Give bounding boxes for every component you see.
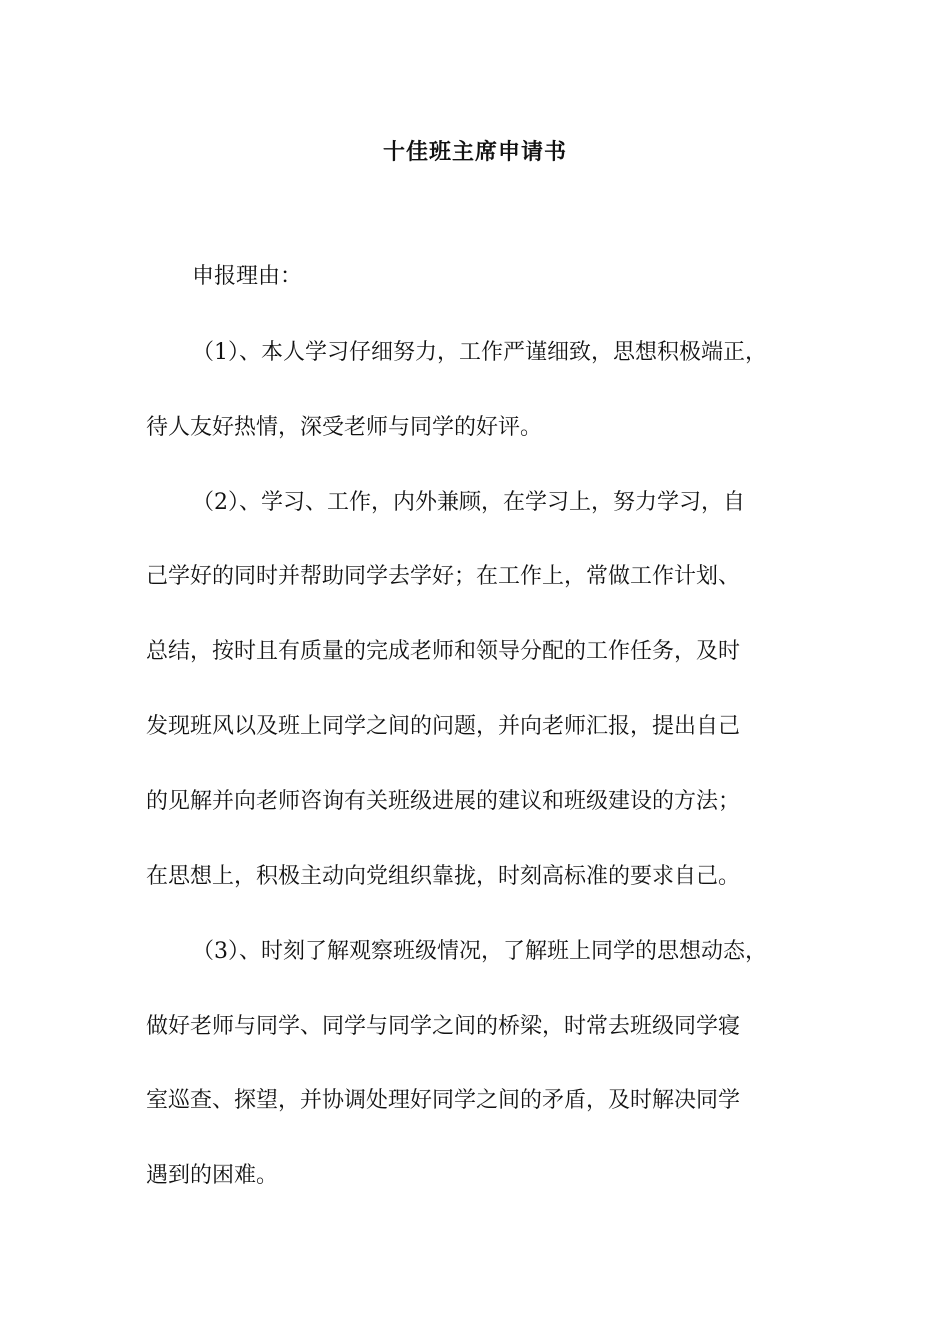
- text-line: （2）、学习、工作，内外兼顾，在学习上，努力学习，自: [192, 490, 745, 515]
- text-line: 己学好的同时并帮助同学去学好；在工作上，常做工作计划、: [146, 564, 741, 589]
- text-line: 总结，按时且有质量的完成老师和领导分配的工作任务，及时: [146, 639, 741, 664]
- text-line: 遇到的困难。: [146, 1163, 279, 1188]
- text-line: （3）、时刻了解观察班级情况，了解班上同学的思想动态，: [192, 939, 767, 964]
- text-line: 的见解并向老师咨询有关班级进展的建议和班级建设的方法；: [146, 789, 741, 814]
- text-line: 室巡查、探望，并协调处理好同学之间的矛盾，及时解决同学: [146, 1088, 741, 1113]
- text-line: （1）、本人学习仔细努力，工作严谨细致，思想积极端正，: [192, 340, 767, 365]
- text-line: 发现班风以及班上同学之间的问题，并向老师汇报，提出自己: [146, 714, 741, 739]
- text-line: 做好老师与同学、同学与同学之间的桥梁，时常去班级同学寝: [146, 1014, 741, 1039]
- document-title: 十佳班主席申请书: [382, 139, 567, 165]
- text-line: 待人友好热情，深受老师与同学的好评。: [146, 415, 543, 440]
- section-label-reasons: 申报理由：: [192, 264, 303, 289]
- text-line: 在思想上，积极主动向党组织靠拢，时刻高标准的要求自己。: [146, 864, 741, 889]
